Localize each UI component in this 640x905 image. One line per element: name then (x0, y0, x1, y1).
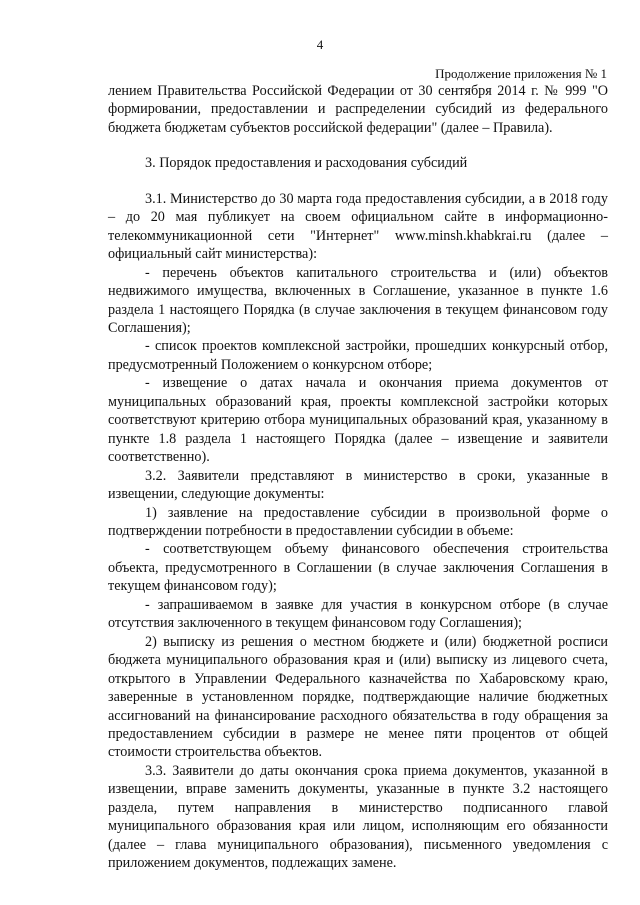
paragraph-3-1: 3.1. Министерство до 30 марта года предоставления субсидии, а в 2018 году – до 20 мая публикует на своем официальном сайте в информационно-телекоммуникационной сети "Интернет" www.minsh.khabkrai.ru (далее – официальный сайт министерства): (108, 190, 608, 263)
continuation-note: Продолжение приложения № 1 (435, 66, 607, 81)
page-number: 4 (316, 37, 324, 52)
document-body (108, 82, 608, 873)
list-item-3-2-1-a: - соответствующем объему финансового обеспечения строительства объекта, предусмотренного в Соглашении (в случае заключения Соглашения в текущем финансовом году); (108, 541, 608, 595)
list-item-3-2-1: 1) заявление на предоставление субсидии в произвольной форме о подтверждении потребности в предоставлении субсидии в объеме: (108, 504, 608, 539)
list-item-3-2-2: 2) выписку из решения о местном бюджете и (или) бюджетной росписи бюджета муниципального образования края и (или) выписку из лицевого счета, открытого в Управлении Федерального казначейства по Хабаровскому краю, заверенные в установленном порядке, подтверждающие наличие бюджетных ассигнований на финансирование расходного обязательства в году обращения за предоставлением субсидии в размере не менее пяти процентов от общей стоимости строительства объектов. (108, 633, 608, 761)
list-item-3-1-3: - извещение о датах начала и окончания приема документов от муниципальных образований края, проекты комплексной застройки которых соответствуют критерию отбора муниципальных образований края, указанному в пункте 1.8 раздела 1 настоящего Порядка (далее – извещение и заявители соответственно). (108, 375, 608, 466)
paragraph-3-3: 3.3. Заявители до даты окончания срока приема документов, указанной в извещении, вправе заменить документы, указанные в пункте 3.2 настоящего раздела, путем направления в министерство подписанного главой муниципального образования края или лицом, исполняющим его обязанности (далее – глава муниципального образования), письменного уведомления с приложением документов, подлежащих замене. (108, 762, 608, 872)
list-item-3-1-1: - перечень объектов капитального строительства и (или) объектов недвижимого имущества, включенных в Соглашение, указанное в пункте 1.6 раздела 1 настоящего Порядка (в случае заключения в текущем финансовом году Соглашения); (108, 264, 608, 336)
intro-paragraph: лением Правительства Российской Федерации от 30 сентября 2014 г. № 999 "О формировании, предоставлении и распределении субсидий из федерального бюджета бюджетам субъектов российской федерации" (далее – Правила). (108, 83, 608, 136)
paragraph-3-2: 3.2. Заявители представляют в министерство в сроки, указанные в извещении, следующие документы: (108, 467, 608, 503)
list-item-3-2-1-b: - запрашиваемом в заявке для участия в конкурсном отборе (в случае отсутствия заключенного в текущем финансовом году Соглашения); (108, 596, 608, 632)
section-heading: 3. Порядок предоставления и расходования субсидий (145, 155, 468, 172)
list-item-3-1-2: - список проектов комплексной застройки, прошедших конкурсный отбор, предусмотренный Положением о конкурсном отборе; (108, 338, 608, 373)
